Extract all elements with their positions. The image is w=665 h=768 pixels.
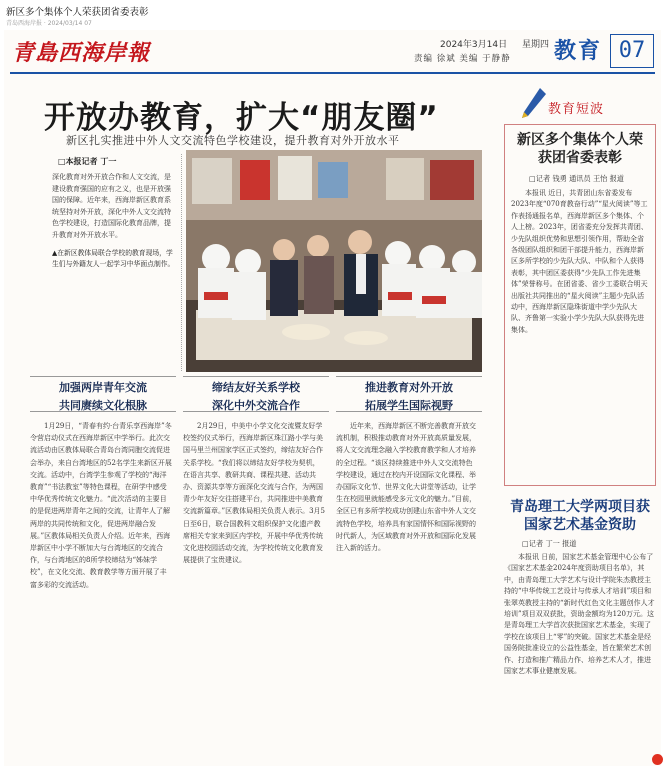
window-title: 新区多个集体个人荣获团省委表彰 xyxy=(6,7,149,18)
photo-illustration xyxy=(186,150,482,372)
masthead-date: 2024年3月14日 xyxy=(440,40,508,50)
subhead-1 xyxy=(30,376,176,412)
main-reporter: □本报记者 丁一 xyxy=(58,157,117,166)
masthead-editors: 责编 徐斌 美编 于静静 xyxy=(414,54,511,64)
main-subhead: 新区扎实推进中外人文交流特色学校建设，提升教育对外开放水平 xyxy=(66,134,400,147)
subhead-1-line2: 共同赓续文化根脉 xyxy=(59,399,147,412)
sidebar-news-2-reporter: □记者 丁一 报道 xyxy=(522,539,577,548)
masthead-rule xyxy=(10,72,655,74)
page-number: 07 xyxy=(610,34,654,68)
pen-icon xyxy=(518,86,548,122)
article-column-1 xyxy=(30,420,173,760)
sidebar-news-2 xyxy=(504,498,656,762)
subhead-2 xyxy=(183,376,329,412)
subhead-2-line2: 深化中外交流合作 xyxy=(212,399,300,412)
sidebar-news-1-reporter: □记者 钱勇 通讯员 王怡 报道 xyxy=(529,174,624,183)
photo-caption: ▲在新区教体局联合学校的教育现场，学生们与外籍友人一起学习中华面点制作。 xyxy=(52,248,175,268)
subhead-2-line1: 缔结友好关系学校 xyxy=(212,381,300,394)
column-3-text: 近年来，西海岸新区不断完善教育开放交流机制，积极推动教育对外开放高质量发展，将人文交流理念融入学校教育教学和人才培养的全过程。“该区持续推进中外人文交流特色学校建设，通过在校内开设国际文化课程、举办国际文化节、世界文化大讲堂等活动，让学生在校园里就能感受多元文化的魅力。”目前，全区已有多所学校成功创建山东省中外人文交流特色学校，培养具有家国情怀和国际视野的时代新人，为区域教育对外开放和国际化发展注入新的活力。 xyxy=(336,422,477,553)
subhead-3 xyxy=(336,376,482,412)
main-headline: 开放办教育，扩大“朋友圈” xyxy=(44,100,439,136)
newspaper-page xyxy=(4,30,661,766)
subhead-3-line1: 推进教育对外开放 xyxy=(365,381,453,394)
section-subheads xyxy=(30,376,482,412)
masthead xyxy=(4,30,661,76)
sidebar-news-2-title: 青岛理工大学两项目获国家艺术基金资助 xyxy=(510,499,650,533)
news-photo xyxy=(186,150,482,372)
lede-text: 深化教育对外开放合作和人文交流，是建设教育强国的应有之义，也是开放强国的保障。近年来，西海岸新区教育系统坚持对外开放，深化中外人文交流特色学校建设，打造国际化教育品牌，提升教育对外开放水平。 xyxy=(52,173,171,239)
subhead-1-line1: 加强两岸青年交流 xyxy=(59,381,147,394)
sidebar-news-1-text: 本报讯 近日，共青团山东省委发布2023年度“070育教奋行动”“星火阅读”等工作表扬通报名单，西海岸新区多个集体、个人上榜。2023年，团省委充分发挥共青团、少先队组织优势和思想引领作用，帮助全省各级团队组织和团干部提升能力，西海岸新区多所学校的少先队大队、中队和个人获得表彰，其中团区委获得“少先队工作先进集体”荣誉称号。在团省委、省少工委联合明天出版社共同推出的“星火阅读”主题少先队活动中，西海岸新区隐珠街道中学少先队大队、齐鲁第一实验小学少先队大队获得先进集体。 xyxy=(511,189,648,334)
subhead-3-line2: 拓展学生国际视野 xyxy=(365,399,453,412)
window-titlebar xyxy=(0,0,665,30)
section-title: 教育 xyxy=(554,39,603,64)
sidebar-news-2-text: 本报讯 日前，国家艺术基金管理中心公布了《国家艺术基金2024年度资助项目名单》，其中，由青岛理工大学艺术与设计学院朱杰教授主持的“中华传统工艺设计与传承人才培训”项目和张翠英教授主持的“新时代红色文化主题创作人才培训”项目双双获批，资助金额均为120万元。这是青岛理工大学首次获批国家艺术基金，实现了学校在该项目上“零”的突破。国家艺术基金是经国务院批准设立的公益性基金，旨在繁荣艺术创作、打造和推广精品力作、培养艺术人才，推进国家艺术事业健康发展。 xyxy=(504,553,655,676)
scroll-to-top-button[interactable] xyxy=(652,754,663,765)
sidebar-news-1 xyxy=(504,124,656,486)
masthead-logo: 青島西海岸報 xyxy=(12,40,151,66)
column-1-text: 1月29日，“青春有约·台青乐享西海岸”冬令营启动仪式在西海岸新区中学举行。此次交流活动由区教体局联合青岛台湾同胞交流促进会举办，来自台湾地区的52名学生来新区开展交流。活动中，台湾学生参观了学校的“海洋教育”“书法教室”等特色课程，在研学中感受中华优秀传统文化魅力。“此次活动的主要目的是促进两岸青年之间的交流，让青年人了解两岸的共同传统和文化，促进两岸融合发展。”区教体局相关负责人介绍。近年来，西海岸新区中小学不断加大与台湾地区的交流合作，与台湾地区的8所学校缔结为“姊妹学校”，在文化交流、教育教学等方面开展了丰富多彩的交流活动。 xyxy=(30,422,172,589)
sidebar-brand-label: 教育短波 xyxy=(548,102,605,117)
masthead-weekday: 星期四 xyxy=(522,40,550,50)
article-column-3 xyxy=(336,420,479,760)
lede-block xyxy=(52,154,182,371)
column-2-text: 2月29日，中美中小学文化交流暨友好学校签约仪式举行，西海岸新区珠江路小学与美国马里兰州国家学区正式签约，缔结友好合作关系学校。“我们将以缔结友好学校为契机，在语言共享、教研共商、课程共建、活动共办、资源共享等方面深化交流与合作，为两国青少年友好交往搭建平台，共同推进中美教育交流新篇章。”区教体局相关负责人表示。3月5日至6日，联合国教科文组织保护文化遗产教席相关专家来到区内学校，开展中华优秀传统文化进校园活动交流，为学校传统文化教育发展提供了宝贵建议。 xyxy=(183,422,325,565)
window-subtitle: 青岛西海岸报 · 2024/03/14 07 xyxy=(6,20,92,27)
article-column-2 xyxy=(183,420,326,760)
sidebar-news-1-title: 新区多个集体个人荣获团省委表彰 xyxy=(517,132,643,166)
